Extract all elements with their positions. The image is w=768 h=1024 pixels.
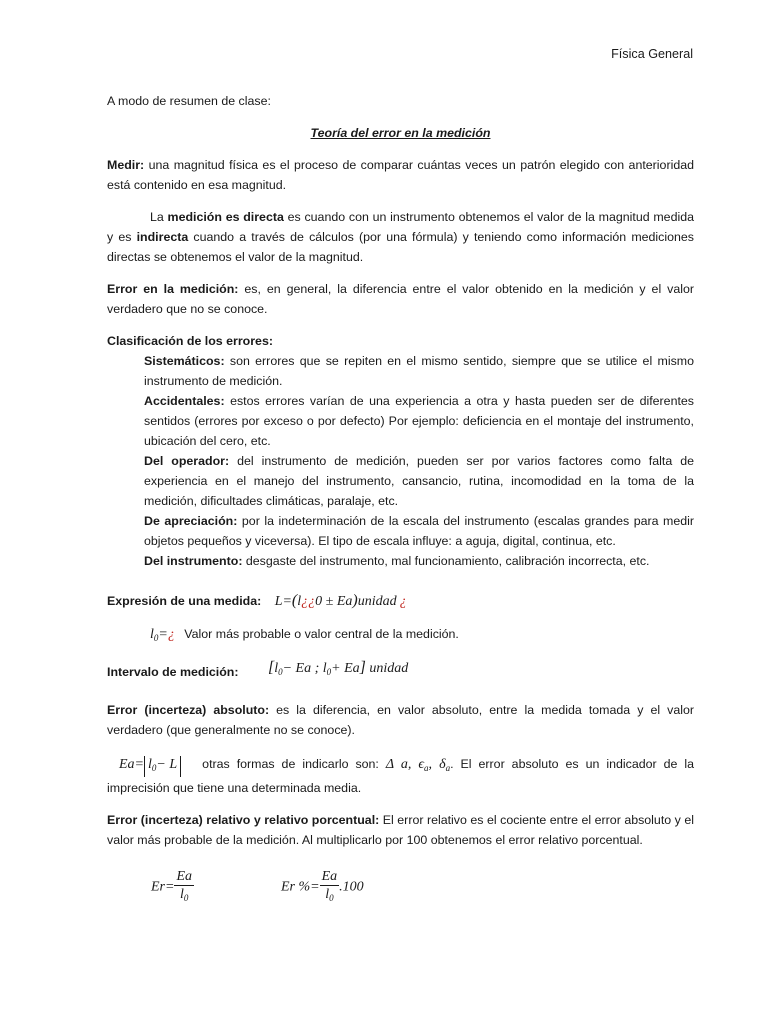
absoluto-text: es la diferencia, en valor absoluto, entre la medida tomada y el valor verdadero (que generalmente no se conoce). — [107, 703, 694, 737]
directa-bold-2: indirecta — [136, 230, 189, 244]
formula-part: [ — [267, 659, 275, 676]
item-text: son errores que se repiten en el mismo sentido, siempre que se utilice el mismo instrumento de medición. — [144, 354, 694, 388]
formula-part: Ea= — [119, 757, 144, 772]
directa-paragraph — [107, 207, 694, 267]
formula-part: 0 — [326, 667, 332, 677]
formula-part: ¿¿ — [301, 594, 316, 609]
formula-part: ¿ — [167, 627, 175, 642]
formula-part: ¿ — [399, 594, 407, 609]
l0-text: Valor más probable o valor central de la medición. — [184, 627, 459, 641]
error-medicion-term: Error en la medición: — [107, 282, 239, 296]
medir-paragraph — [107, 155, 694, 195]
intervalo-line — [107, 659, 694, 686]
clasificacion-heading-text: Clasificación de los errores: — [107, 334, 273, 348]
item-term: Del operador: — [144, 454, 230, 468]
absoluto-paragraph — [107, 700, 694, 740]
formula-part: + Ea — [331, 661, 360, 676]
formula-part: − L — [156, 757, 178, 772]
relativo-formula-1 — [151, 868, 194, 907]
formula-part: δ — [439, 757, 446, 772]
clasificacion-heading — [107, 331, 694, 351]
directa-text-3: cuando a través de cálculos (por una fórmula) y teniendo como información mediciones directas se obtenemos el valor de la magnitud. — [107, 230, 694, 264]
directa-text-1: La — [150, 210, 168, 224]
list-item — [144, 351, 694, 391]
formula-part: Er %= — [281, 879, 320, 895]
medir-term: Medir: — [107, 158, 145, 172]
formula-part: = — [158, 627, 168, 642]
fraction-denominator — [174, 886, 194, 907]
formula-part: 0 — [183, 893, 189, 903]
formula-part: − Ea ; l — [282, 661, 327, 676]
formula-part: unidad — [357, 594, 397, 609]
formula-part: 0 — [329, 893, 334, 903]
intervalo-formula — [268, 661, 408, 676]
item-term: De apreciación: — [144, 514, 238, 528]
formula-part: l — [325, 887, 330, 902]
relativo-text: El error relativo es el cociente entre el error absoluto y el valor más probable de la medición. Al multiplicarlo por 100 obtenemos el error relativo porcentual. — [107, 813, 694, 847]
relativo-formula-2 — [281, 868, 364, 907]
formula-part: L= — [274, 594, 292, 609]
formula-part: l — [150, 627, 154, 642]
item-text: del instrumento de medición, pueden ser por varios factores como falta de experiencia en el manejo del instrumento, cansancio, rutina, incomodidad en la toma de la medición, dificultades climáticas, paralaje, etc. — [144, 454, 694, 508]
item-term: Sistemáticos: — [144, 354, 225, 368]
expresion-line — [107, 591, 694, 612]
intervalo-label: Intervalo de medición: — [107, 665, 239, 679]
formula-part: ( — [291, 592, 298, 609]
expresion-formula — [275, 594, 407, 609]
formula-part: unidad — [369, 661, 409, 676]
error-medicion-paragraph — [107, 279, 694, 319]
absoluto-text-2b: . El error absoluto es un indicador de la imprecisión que tiene una determinada media. — [107, 757, 695, 795]
error-medicion-text: es, en general, la diferencia entre el valor obtenido en la medición y el valor verdadero que no se conoce. — [107, 282, 694, 316]
list-item — [144, 551, 694, 571]
formula-part: a — [424, 763, 429, 773]
formula-part: Δ a, — [385, 757, 412, 772]
absoluto-symbols: Δ a, $\epsilon_a$, $\delta_a$ — [385, 757, 451, 773]
directa-text-2: es cuando con un instrumento obtenemos el valor de la magnitud medida y es — [107, 210, 694, 244]
clasificacion-list — [144, 351, 694, 571]
formula-part: a — [445, 763, 451, 773]
l0-formula — [150, 627, 175, 642]
formula-part: 0 — [151, 763, 157, 773]
directa-bold-1: medición es directa — [167, 210, 284, 224]
fraction — [174, 868, 194, 907]
document-title: Teoría del error en la medición — [310, 126, 491, 140]
page-header: Física General — [611, 47, 693, 61]
formula-part: l — [180, 887, 184, 902]
relativo-paragraph — [107, 810, 694, 850]
formula-part: l — [274, 661, 279, 676]
expresion-label: Expresión de una medida: — [107, 594, 262, 608]
item-text: estos errores varían de una experiencia a otra y hasta pueden ser de diferentes sentidos (errores por exceso o por defecto) Por ejemplo: deficiencia en el montaje del instrumento, ubicación del cero, etc. — [144, 394, 694, 448]
absoluto-term: Error (incerteza) absoluto: — [107, 703, 270, 717]
absoluto-formula-paragraph — [107, 754, 694, 798]
formula-part: ϵ — [418, 757, 425, 772]
relativo-formulas — [107, 868, 694, 912]
absoluto-formula — [119, 757, 188, 772]
list-item — [144, 511, 694, 551]
item-text: por la indeterminación de la escala del instrumento (escalas grandes para medir objetos pequeños y viceversa). El tipo de escala influye: a aguja, digital, continua, etc. — [144, 514, 695, 548]
formula-part: .100 — [339, 879, 364, 895]
formula-part: ] — [359, 659, 366, 676]
formula-part: 0 ± Ea — [315, 594, 353, 609]
relativo-term: Error (incerteza) relativo y relativo porcentual: — [107, 813, 380, 827]
formula-part: 0 — [153, 633, 159, 643]
formula-part: ) — [352, 592, 358, 609]
formula-part: Er= — [151, 879, 175, 895]
formula-part — [144, 756, 181, 777]
list-item — [144, 451, 694, 511]
formula-part: 0 — [278, 667, 283, 677]
fraction-numerator: Ea — [321, 869, 338, 884]
intro-line: A modo de resumen de clase: — [107, 94, 271, 108]
item-text: desgaste del instrumento, mal funcionamiento, calibración incorrecta, etc. — [242, 554, 650, 568]
fraction-numerator: Ea — [176, 869, 193, 884]
fraction — [320, 868, 340, 907]
medir-text: una magnitud física es el proceso de comparar cuántas veces un patrón elegido con anterioridad está contenido en esa magnitud. — [107, 158, 694, 192]
formula-part: l — [297, 594, 302, 609]
absoluto-text-2a: otras formas de indicarlo son: — [202, 757, 386, 771]
list-item — [144, 391, 694, 451]
formula-part: l — [148, 757, 152, 772]
fraction-denominator — [320, 886, 340, 907]
item-term: Del instrumento: — [144, 554, 243, 568]
document-body — [107, 91, 694, 912]
l0-line — [150, 624, 694, 648]
item-term: Accidentales: — [144, 394, 225, 408]
